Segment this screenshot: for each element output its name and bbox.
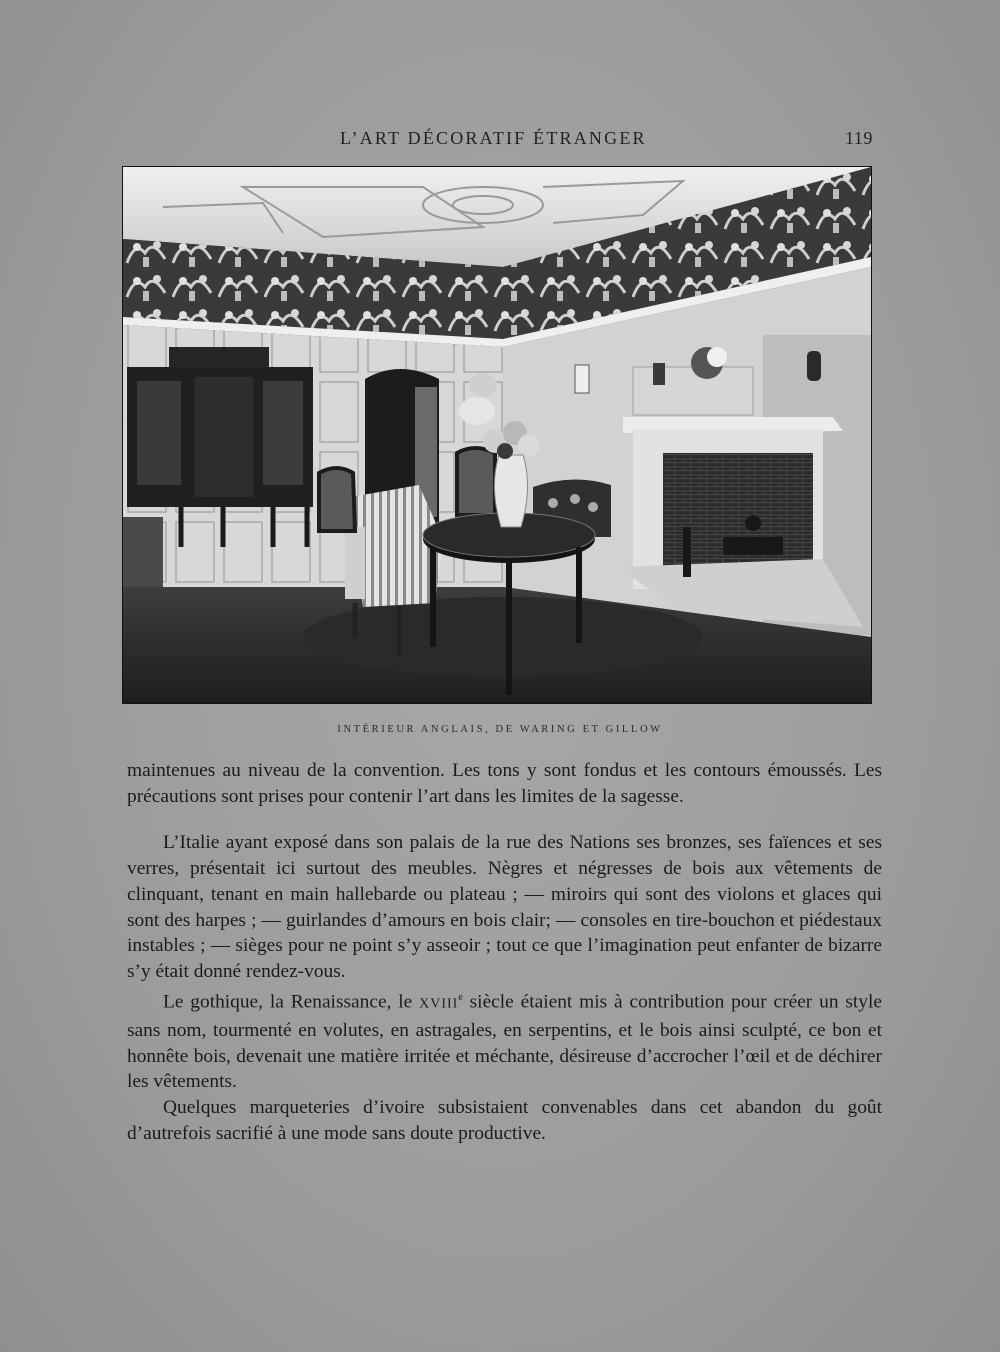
paragraph-1: maintenues au niveau de la convention. Les tons y sont fondus et les contours émoussés. Les précautions sont prises pour contenir l’art dans les limites de la sagesse. xyxy=(127,760,882,807)
century-superscript: e xyxy=(458,992,463,1004)
paragraph-3 xyxy=(127,985,882,1095)
running-title: L’ART DÉCORATIF ÉTRANGER xyxy=(340,128,647,148)
page-number: 119 xyxy=(845,128,873,148)
paragraph-2: L’Italie ayant exposé dans son palais de la rue des Nations ses bronzes, ses faïences et ses verres, présentait ici surtout des meubles. Nègres et négresses de bois aux vêtements de clinquant, tenant en main hallebarde ou plateau ; — miroirs qui sont des violons et glaces qui sont des harpes ; — guirlandes d’amours en bois clair; — consoles en tire-bouchon et piédestaux instables ; — sièges pour ne point s’y asseoir ; tout ce que l’imagination peut enfanter de bizarre s’y était donné rendez-vous. xyxy=(127,831,882,983)
paragraph-3-end: siècle étaient mis à contribution pour créer un style sans nom, tourmenté en volutes, en astragales, en serpentins, et le bois ainsi sculpté, ce bon et honnête bois, devenait une matière irritée et méchante, désireuse d’accrocher l’œil et de déchirer les vêtements. xyxy=(127,991,882,1093)
paragraph-3-start: Le gothique, la Renaissance, le xyxy=(163,991,413,1013)
interior-photograph xyxy=(122,166,872,704)
body-text xyxy=(127,758,882,1147)
paragraph-4: Quelques marqueteries d’ivoire subsistaient convenables dans cet abandon du goût d’autrefois sacrifié à une mode sans doute productive. xyxy=(127,1097,882,1145)
figure-caption: INTÉRIEUR ANGLAIS, DE WARING ET GILLOW xyxy=(337,724,663,735)
century-numeral: XVIII xyxy=(419,996,459,1012)
